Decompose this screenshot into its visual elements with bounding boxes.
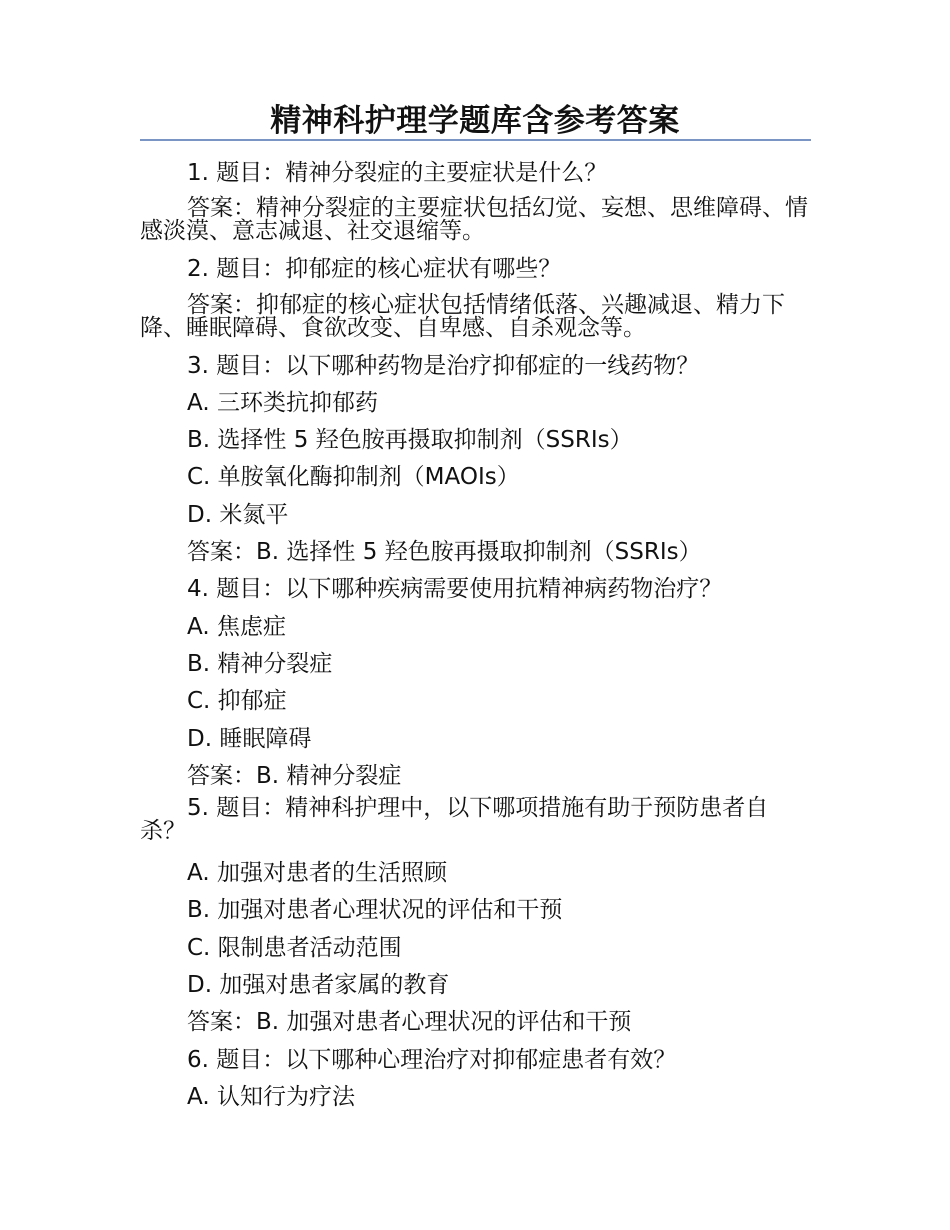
answer-3: 答案：B. 选择性 5 羟色胺再摄取抑制剂（SSRIs） (187, 539, 702, 566)
option-4b: B. 精神分裂症 (187, 650, 333, 677)
question-5: 5. 题目：精神科护理中，以下哪项措施有助于预防患者自杀？ (140, 795, 769, 845)
answer-1: 答案：精神分裂症的主要症状包括幻觉、妄想、思维障碍、情感淡漠、意志减退、社交退缩等。 (140, 195, 808, 245)
question-1: 1. 题目：精神分裂症的主要症状是什么？ (187, 160, 608, 186)
question-2: 2. 题目：抑郁症的核心症状有哪些？ (187, 256, 562, 283)
option-4c: C. 抑郁症 (187, 688, 287, 715)
document-body (140, 155, 812, 1116)
question-6: 6. 题目：以下哪种心理治疗对抑郁症患者有效？ (187, 1046, 677, 1073)
option-3c: C. 单胺氧化酶抑制剂（MAOIs） (187, 464, 520, 491)
option-3d: D. 米氮平 (187, 501, 289, 528)
question-3: 3. 题目：以下哪种药物是治疗抑郁症的一线药物？ (187, 352, 700, 379)
option-5b: B. 加强对患者心理状况的评估和干预 (187, 897, 563, 924)
option-5a: A. 加强对患者的生活照顾 (187, 860, 447, 887)
option-4a: A. 焦虑症 (187, 613, 286, 640)
answer-4: 答案：B. 精神分裂症 (187, 762, 402, 789)
option-3a: A. 三环类抗抑郁药 (187, 389, 378, 416)
answer-5: 答案：B. 加强对患者心理状况的评估和干预 (187, 1009, 632, 1036)
question-4: 4. 题目：以下哪种疾病需要使用抗精神病药物治疗？ (187, 576, 723, 603)
option-3b: B. 选择性 5 羟色胺再摄取抑制剂（SSRIs） (187, 427, 633, 454)
option-5d: D. 加强对患者家属的教育 (187, 972, 450, 999)
option-6a: A. 认知行为疗法 (187, 1083, 355, 1110)
title-divider (140, 139, 811, 141)
option-4d: D. 睡眠障碍 (187, 725, 312, 752)
option-5c: C. 限制患者活动范围 (187, 934, 402, 961)
page-title: 精神科护理学题库含参考答案 (270, 103, 680, 139)
answer-2: 答案：抑郁症的核心症状包括情绪低落、兴趣减退、精力下降、睡眠障碍、食欲改变、自卑感、自杀观念等。 (140, 291, 785, 341)
